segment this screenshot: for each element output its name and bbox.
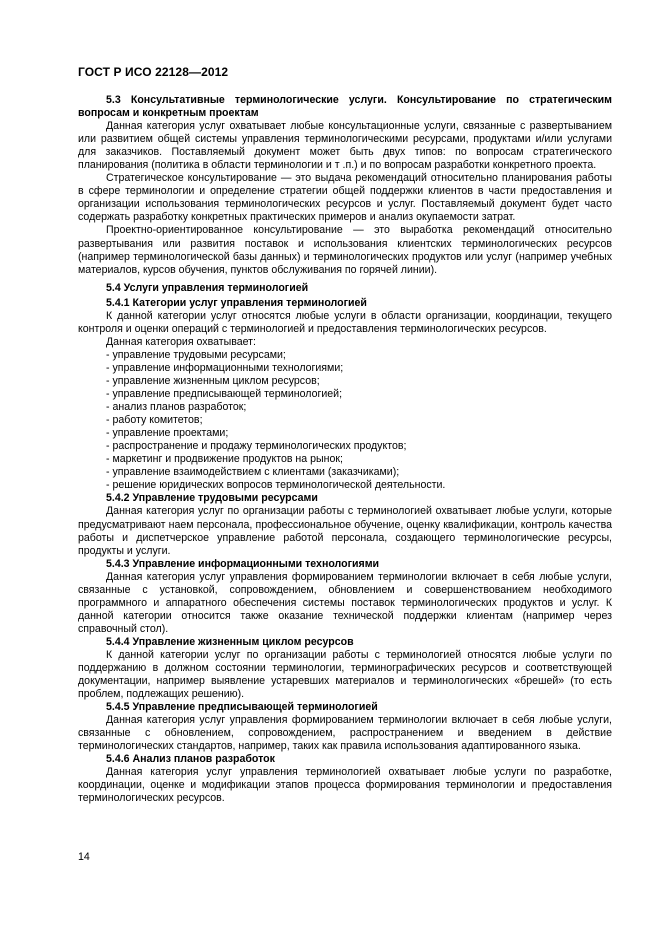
section-5-4-1-heading: 5.4.1 Категории услуг управления терминологией	[106, 296, 367, 309]
list-item: - анализ планов разработок;	[106, 401, 247, 414]
paragraph: Проектно-ориентированное консультирование — это выработка рекомендаций относительно развертывания или развития поставок и использования клиентских терминологических ресурсов (например терминологической базы данных) и терминологических продуктов или услуг (например учебных материалов, курсов обучения, пунктов обслуживания по горячей линии).	[78, 224, 612, 276]
section-5-4-2-heading: 5.4.2 Управление трудовыми ресурсами	[106, 492, 318, 505]
list-item: - маркетинг и продвижение продуктов на рынок;	[106, 453, 343, 466]
section-5-3-heading: 5.3 Консультативные терминологические услуги. Консультирование по стратегическим вопросам и конкретным проектам	[78, 94, 612, 120]
paragraph: Данная категория услуг охватывает любые консультационные услуги, связанные с развертыванием или развитием общей системы управления терминологическими ресурсами, продуктами и/или услугами для заказчиков. Поставляемый документ может быть двух типов: по вопросам стратегического планирования (политика в области терминологии и т .п.) и по вопросам разработки конкретного проекта.	[78, 120, 612, 172]
list-item: - решение юридических вопросов терминологической деятельности.	[106, 479, 446, 492]
list-item: - управление жизненным циклом ресурсов;	[106, 374, 320, 387]
paragraph: Данная категория охватывает:	[106, 335, 256, 348]
list-item: - работу комитетов;	[106, 414, 203, 427]
paragraph: К данной категории услуг по организации работы с терминологией относятся любые услуги по поддержанию в должном состоянии терминологии, терминографических ресурсов и соответствующей документации, например выявление устаревших материалов и терминологических «брешей» (то есть проблем, подлежащих решению).	[78, 648, 612, 701]
section-5-4-3-heading: 5.4.3 Управление информационными технологиями	[106, 557, 380, 570]
category-list	[78, 349, 612, 493]
document-body	[78, 94, 612, 806]
list-item: - управление информационными технологиями;	[106, 361, 344, 374]
list-item: - управление проектами;	[106, 427, 229, 440]
paragraph: К данной категории услуг относятся любые услуги в области организации, координации, текущего контроля и оценки операций с терминологией и предоставления терминологических ресурсов.	[78, 309, 612, 335]
paragraph: Данная категория услуг управления формированием терминологии включает в себя любые услуги, связанные с установкой, сопровождением, обновлением и совершенствованием необходимого программного и аппаратного обеспечения системы поставок терминологических продуктов и услуг. К данной категории относится также оказание технической поддержки клиентам (например через справочный стол).	[78, 570, 612, 635]
paragraph: Данная категория услуг управления терминологией охватывает любые услуги по разработке, координации, оценке и модификации этапов процесса формирования терминологии и предоставления терминологических ресурсов.	[78, 766, 612, 805]
list-item: - распространение и продажу терминологических продуктов;	[106, 440, 407, 453]
paragraph: Данная категория услуг по организации работы с терминологией охватывает любые услуги, которые предусматривают наем персонала, профессиональное обучение, оценку квалификации, контроль качества работы и диспетчерское управление работой персонала, создающего терминологические ресурсы, продукты и услуги.	[78, 505, 612, 557]
paragraph: Стратегическое консультирование — это выдача рекомендаций относительно планирования работы в сфере терминологии и определение стратегии общей поддержки клиентов в части предоставления и организации использования терминологических ресурсов и услуг. Поставляемый документ будет часто содержать разработку конкретных практических примеров и анализ окупаемости затрат.	[78, 172, 612, 224]
list-item: - управление взаимодействием с клиентами (заказчиками);	[106, 466, 400, 479]
section-5-4-5-heading: 5.4.5 Управление предписывающей терминологией	[106, 701, 378, 714]
section-5-4-heading: 5.4 Услуги управления терминологией	[106, 281, 309, 294]
section-5-4-4-heading: 5.4.4 Управление жизненным циклом ресурсов	[106, 635, 354, 648]
page-number: 14	[78, 851, 90, 863]
list-item: - управление трудовыми ресурсами;	[106, 348, 286, 361]
standard-code: ГОСТ Р ИСО 22128—2012	[78, 65, 229, 79]
section-5-4-6-heading: 5.4.6 Анализ планов разработок	[106, 753, 275, 766]
list-item: - управление предписывающей терминологией;	[106, 388, 343, 401]
paragraph: Данная категория услуг управления формированием терминологии включает в себя любые услуги, связанные с обновлением, сопровождением, распространением и введением в действие терминологических стандартов, например, таких как правила использования адаптированного языка.	[78, 714, 612, 753]
